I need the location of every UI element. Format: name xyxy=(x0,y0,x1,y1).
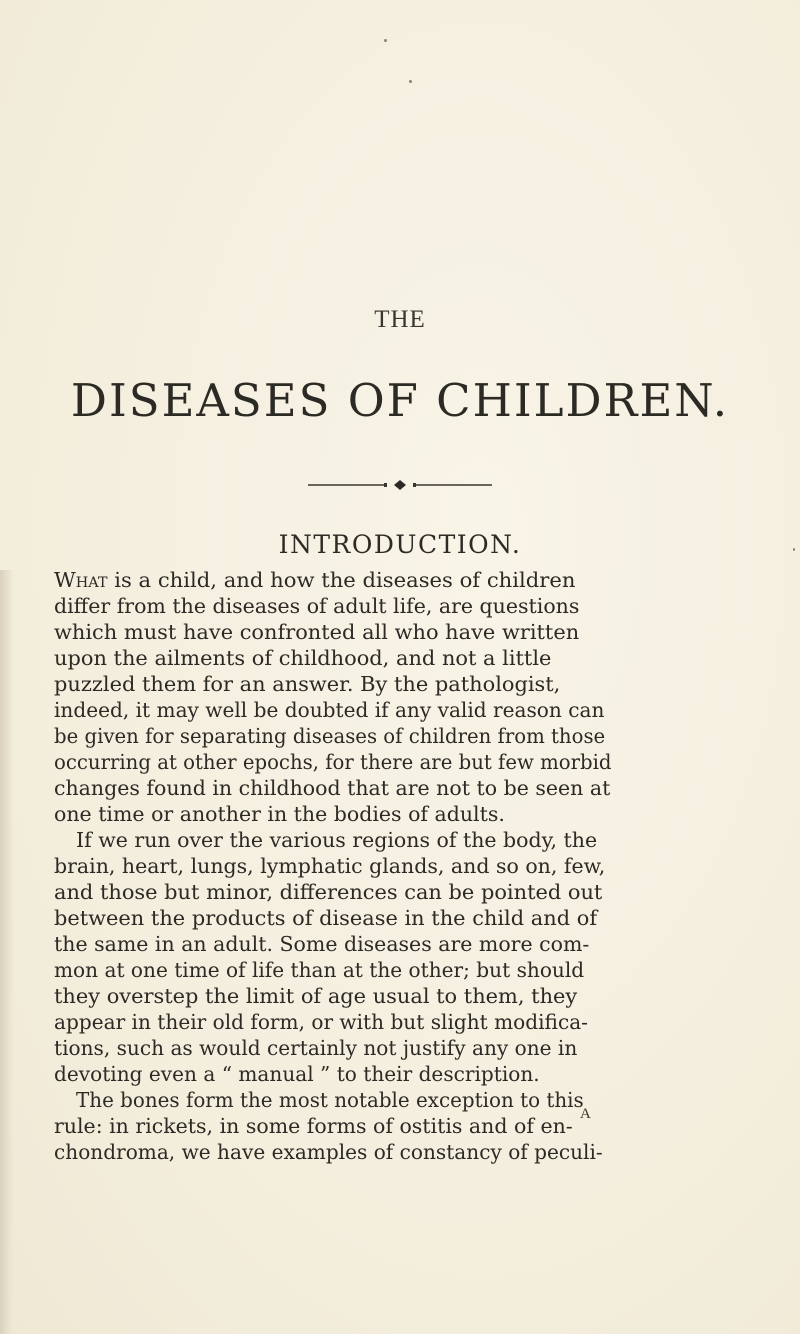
line-text: mon at one time of life than at the other; but should xyxy=(54,958,585,982)
line-text: If we run over the various regions of the body, the xyxy=(76,828,598,852)
line-text: the same in an adult. Some diseases are more com- xyxy=(54,932,590,956)
signature-mark: A xyxy=(580,1106,591,1122)
line-text: The bones form the most notable exception to this xyxy=(76,1088,584,1112)
text-line xyxy=(54,670,561,698)
first-word: What xyxy=(54,568,108,592)
line-text: devoting even a “ manual ” to their description. xyxy=(54,1062,540,1086)
text-line xyxy=(76,1086,599,1114)
line-text: differ from the diseases of adult life, are questions xyxy=(54,594,580,618)
line-text: is a child, and how the diseases of children xyxy=(107,568,576,592)
line-text: chondroma, we have examples of constancy of peculi- xyxy=(54,1140,603,1164)
text-line xyxy=(76,826,597,854)
paper-speck xyxy=(384,39,387,42)
text-line xyxy=(54,878,603,906)
text-line xyxy=(54,618,580,646)
text-line xyxy=(54,982,578,1010)
title-overline: THE xyxy=(374,306,426,333)
line-text: rule: in rickets, in some forms of ostitis and of en- xyxy=(54,1114,573,1138)
line-text: appear in their old form, or with but slight modifica- xyxy=(54,1010,588,1034)
text-line xyxy=(54,1034,588,1062)
text-line xyxy=(54,722,628,750)
section-heading: INTRODUCTION. xyxy=(278,530,522,559)
text-line xyxy=(54,852,605,880)
line-text: they overstep the limit of age usual to them, they xyxy=(54,984,578,1008)
line-text: be given for separating diseases of children from those xyxy=(54,724,606,748)
line-text: and those but minor, differences can be pointed out xyxy=(54,880,603,904)
text-line xyxy=(54,566,576,594)
line-text: changes found in childhood that are not to be seen at xyxy=(54,776,611,800)
line-text: which must have confronted all who have written xyxy=(54,620,580,644)
line-text: between the products of disease in the child and of xyxy=(54,906,598,930)
ornament-rule-icon xyxy=(308,479,492,491)
line-text: puzzled them for an answer. By the pathologist, xyxy=(54,672,561,696)
binding-gutter xyxy=(0,570,14,1334)
book-title: DISEASES OF CHILDREN. xyxy=(70,374,730,427)
line-text: tions, such as would certainly not justify any one in xyxy=(54,1036,578,1060)
text-line xyxy=(54,644,552,672)
line-text: brain, heart, lungs, lymphatic glands, and so on, few, xyxy=(54,854,606,878)
line-text: indeed, it may well be doubted if any valid reason can xyxy=(54,698,605,722)
text-line xyxy=(54,774,610,802)
text-line xyxy=(54,904,598,932)
text-line xyxy=(54,1138,614,1166)
paper-speck xyxy=(409,80,412,83)
text-line xyxy=(54,1060,550,1088)
text-line xyxy=(54,748,635,776)
text-line xyxy=(54,1112,573,1140)
line-text: upon the ailments of childhood, and not a little xyxy=(54,646,552,670)
text-line xyxy=(54,696,616,724)
text-line xyxy=(54,1008,599,1036)
text-line xyxy=(54,956,595,984)
line-text: one time or another in the bodies of adults. xyxy=(54,802,505,826)
text-line xyxy=(54,800,505,828)
line-text: occurring at other epochs, for there are but few morbid xyxy=(54,750,612,774)
text-line xyxy=(54,930,589,958)
text-line xyxy=(54,592,579,620)
